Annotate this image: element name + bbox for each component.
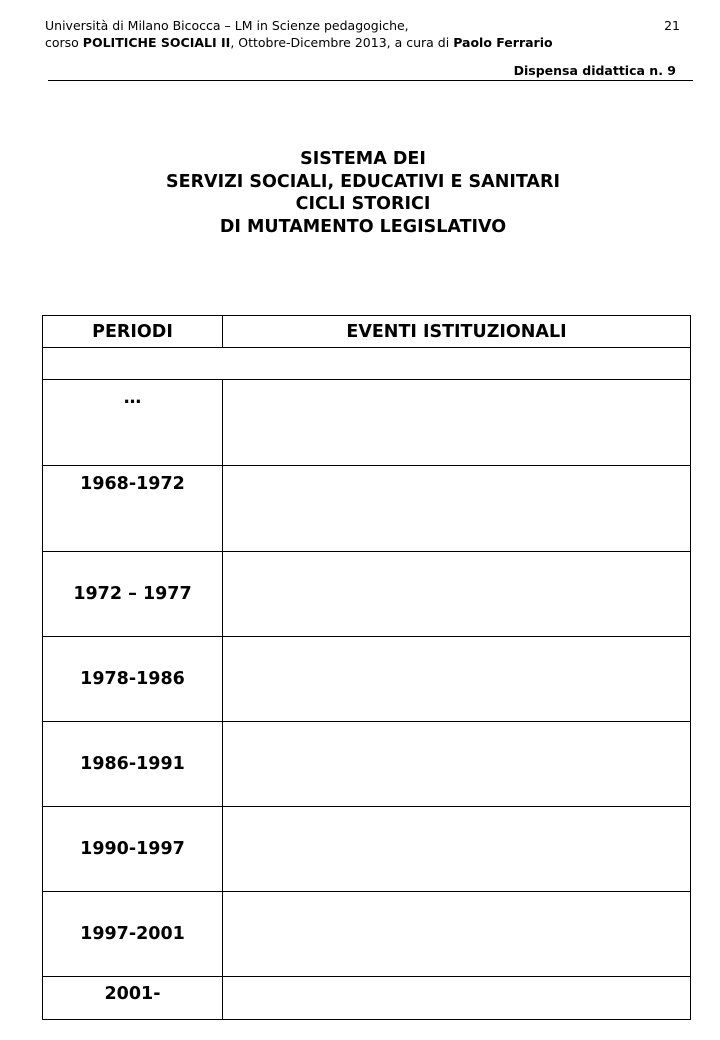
- period-cell: 1972 – 1977: [43, 552, 223, 637]
- title-line-4: DI MUTAMENTO LEGISLATIVO: [219, 216, 507, 237]
- table-empty-row: [43, 348, 691, 380]
- period-cell: 2001-: [43, 977, 223, 1020]
- header-course-line: [45, 34, 553, 51]
- period-cell: 1978-1986: [43, 637, 223, 722]
- table-empty-cell: [43, 348, 691, 380]
- period-cell: 1968-1972: [43, 466, 223, 552]
- period-cell: …: [43, 380, 223, 466]
- period-cell: 1997-2001: [43, 892, 223, 977]
- periods-table: [42, 315, 691, 1020]
- events-cell: [223, 637, 691, 722]
- events-cell: [223, 380, 691, 466]
- period-cell: 1990-1997: [43, 807, 223, 892]
- header-course-middle: , Ottobre-Dicembre 2013, a cura di: [230, 35, 454, 50]
- period-cell: 1986-1991: [43, 722, 223, 807]
- column-header-eventi: EVENTI ISTITUZIONALI: [223, 316, 691, 348]
- table-row: [43, 977, 691, 1020]
- page-number: 21: [664, 18, 680, 33]
- events-cell: [223, 552, 691, 637]
- events-cell: [223, 807, 691, 892]
- header-course-prefix: corso: [45, 35, 83, 50]
- table-row: [43, 892, 691, 977]
- table-row: [43, 552, 691, 637]
- events-cell: [223, 892, 691, 977]
- table-row: [43, 807, 691, 892]
- title-line-3: CICLI STORICI: [295, 194, 431, 214]
- table-row: [43, 380, 691, 466]
- column-header-periodi: PERIODI: [43, 316, 223, 348]
- dispensa-label: Dispensa didattica n. 9: [513, 63, 676, 78]
- title-line-1: SISTEMA DEI: [300, 149, 426, 169]
- header-institution: Università di Milano Bicocca – LM in Scienze pedagogiche,: [45, 18, 409, 33]
- title-line-2: SERVIZI SOCIALI, EDUCATIVI E SANITARI: [166, 171, 560, 192]
- table-row: [43, 722, 691, 807]
- header-course-name: POLITICHE SOCIALI II: [82, 35, 231, 50]
- events-cell: [223, 977, 691, 1020]
- table-row: [43, 466, 691, 552]
- document-title: [0, 148, 720, 238]
- events-cell: [223, 722, 691, 807]
- events-cell: [223, 466, 691, 552]
- header-divider: [48, 80, 693, 81]
- table-header-row: [43, 316, 691, 348]
- table-row: [43, 637, 691, 722]
- header-author: Paolo Ferrario: [453, 35, 553, 50]
